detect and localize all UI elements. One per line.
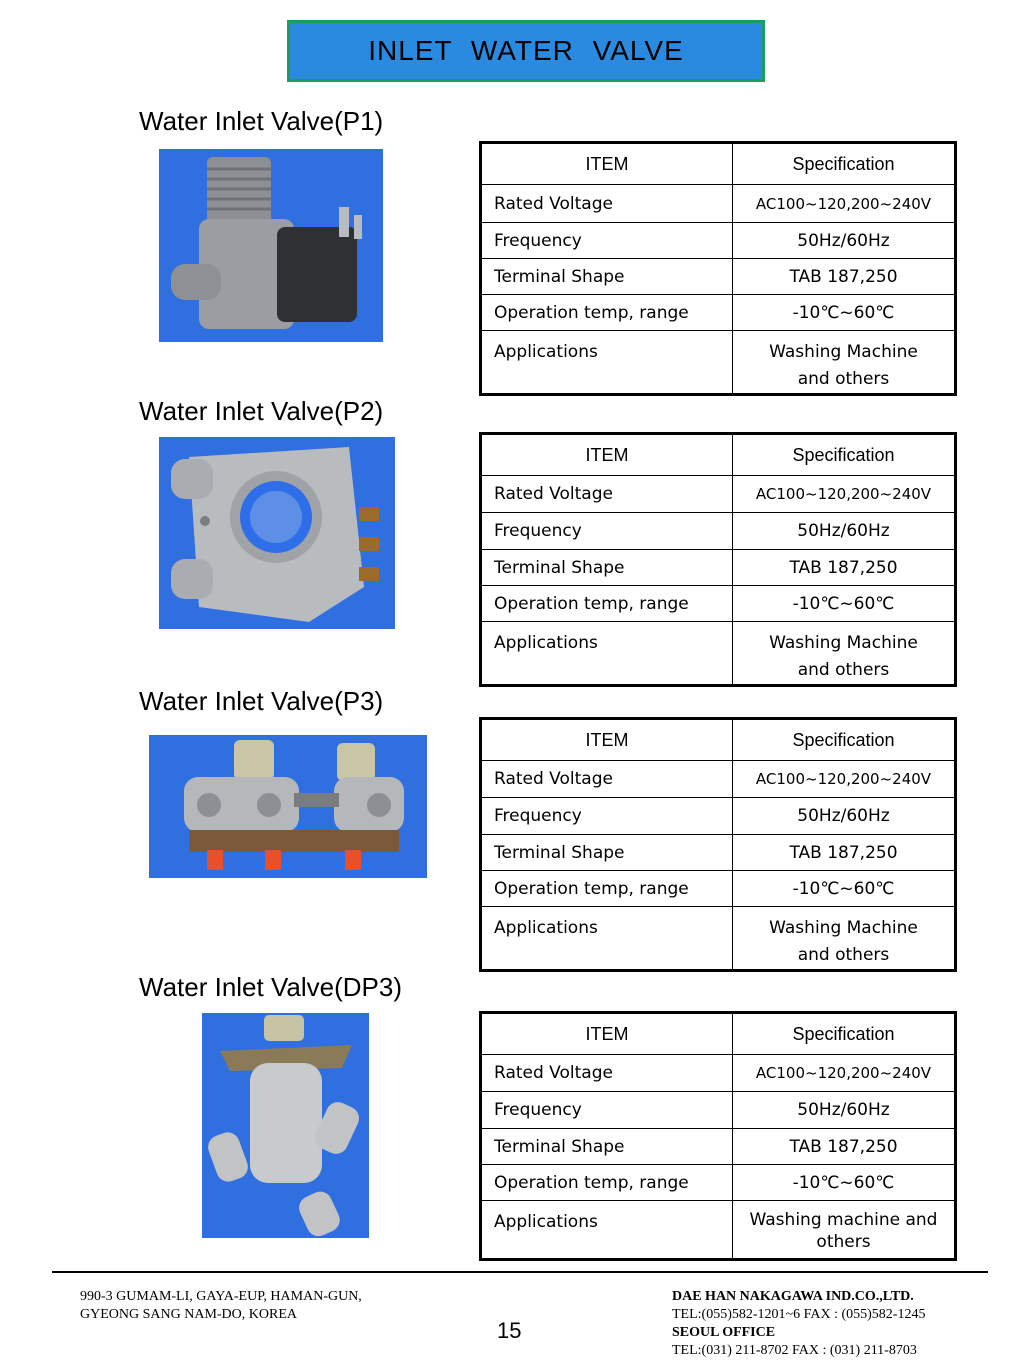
row-label: Operation temp, range xyxy=(481,871,733,907)
header-specification: Specification xyxy=(733,434,956,476)
header-item: ITEM xyxy=(481,434,733,476)
applications-line-1: Washing machine and xyxy=(749,1210,938,1230)
row-label: Frequency xyxy=(481,1092,733,1129)
spec-table-p2 xyxy=(479,432,957,687)
row-label: Operation temp, range xyxy=(481,586,733,622)
row-value: TAB 187,250 xyxy=(733,550,956,586)
row-label: Rated Voltage xyxy=(481,185,733,223)
office-tel-fax: TEL:(031) 211-8702 FAX : (031) 211-8703 xyxy=(672,1343,917,1358)
header-item: ITEM xyxy=(481,719,733,761)
page-number: 15 xyxy=(497,1318,522,1343)
valve-photo-p1 xyxy=(159,149,383,342)
applications-line-2: others xyxy=(816,1232,871,1252)
row-label: Applications xyxy=(481,331,733,395)
applications-line-2: and others xyxy=(797,945,890,965)
row-value: AC100~120,200~240V xyxy=(733,1055,956,1092)
spec-table-dp3 xyxy=(479,1011,957,1261)
row-value: AC100~120,200~240V xyxy=(733,761,956,798)
header-specification: Specification xyxy=(733,143,956,185)
header-item: ITEM xyxy=(481,1013,733,1055)
row-value: -10℃~60℃ xyxy=(733,586,956,622)
row-label: Terminal Shape xyxy=(481,1129,733,1165)
spec-table-p1 xyxy=(479,141,957,396)
row-value xyxy=(733,331,956,395)
row-value xyxy=(733,907,956,971)
office-name: SEOUL OFFICE xyxy=(672,1325,776,1340)
spec-table-p3 xyxy=(479,717,957,972)
applications-line-2: and others xyxy=(797,369,890,389)
address-line-2: GYEONG SANG NAM-DO, KOREA xyxy=(80,1307,297,1322)
company-tel-fax: TEL:(055)582-1201~6 FAX : (055)582-1245 xyxy=(672,1307,926,1322)
applications-line-1: Washing Machine xyxy=(769,342,918,362)
section-title-p2: Water Inlet Valve(P2) xyxy=(139,396,384,426)
footer-address xyxy=(80,1288,362,1324)
applications-line-1: Washing Machine xyxy=(769,918,918,938)
row-value: TAB 187,250 xyxy=(733,1129,956,1165)
row-value: AC100~120,200~240V xyxy=(733,476,956,513)
row-value: 50Hz/60Hz xyxy=(733,513,956,550)
row-label: Operation temp, range xyxy=(481,295,733,331)
page-title: INLET WATER VALVE xyxy=(287,20,765,82)
row-label: Frequency xyxy=(481,798,733,835)
address-line-1: 990-3 GUMAM-LI, GAYA-EUP, HAMAN-GUN, xyxy=(80,1289,362,1304)
row-value: TAB 187,250 xyxy=(733,259,956,295)
header-specification: Specification xyxy=(733,719,956,761)
row-label: Applications xyxy=(481,1201,733,1260)
applications-line-2: and others xyxy=(797,660,890,680)
row-label: Applications xyxy=(481,907,733,971)
row-value: 50Hz/60Hz xyxy=(733,798,956,835)
row-value: -10℃~60℃ xyxy=(733,295,956,331)
footer-company xyxy=(672,1288,925,1360)
row-value: AC100~120,200~240V xyxy=(733,185,956,223)
valve-photo-p3 xyxy=(149,735,427,878)
row-label: Rated Voltage xyxy=(481,761,733,798)
row-label: Terminal Shape xyxy=(481,550,733,586)
row-value: 50Hz/60Hz xyxy=(733,1092,956,1129)
valve-photo-dp3 xyxy=(202,1013,369,1238)
company-name: DAE HAN NAKAGAWA IND.CO.,LTD. xyxy=(672,1289,914,1304)
valve-photo-p2 xyxy=(159,437,395,629)
section-title-p1: Water Inlet Valve(P1) xyxy=(139,106,384,136)
row-value xyxy=(733,1201,956,1260)
row-label: Applications xyxy=(481,622,733,686)
row-value: TAB 187,250 xyxy=(733,835,956,871)
header-specification: Specification xyxy=(733,1013,956,1055)
row-label: Terminal Shape xyxy=(481,259,733,295)
row-value: 50Hz/60Hz xyxy=(733,223,956,259)
footer-divider xyxy=(52,1271,988,1273)
row-label: Operation temp, range xyxy=(481,1165,733,1201)
row-value xyxy=(733,622,956,686)
section-title-p3: Water Inlet Valve(P3) xyxy=(139,686,384,716)
row-value: -10℃~60℃ xyxy=(733,871,956,907)
section-title-dp3: Water Inlet Valve(DP3) xyxy=(139,972,402,1002)
row-value: -10℃~60℃ xyxy=(733,1165,956,1201)
row-label: Rated Voltage xyxy=(481,1055,733,1092)
row-label: Frequency xyxy=(481,223,733,259)
row-label: Terminal Shape xyxy=(481,835,733,871)
header-item: ITEM xyxy=(481,143,733,185)
row-label: Frequency xyxy=(481,513,733,550)
row-label: Rated Voltage xyxy=(481,476,733,513)
applications-line-1: Washing Machine xyxy=(769,633,918,653)
